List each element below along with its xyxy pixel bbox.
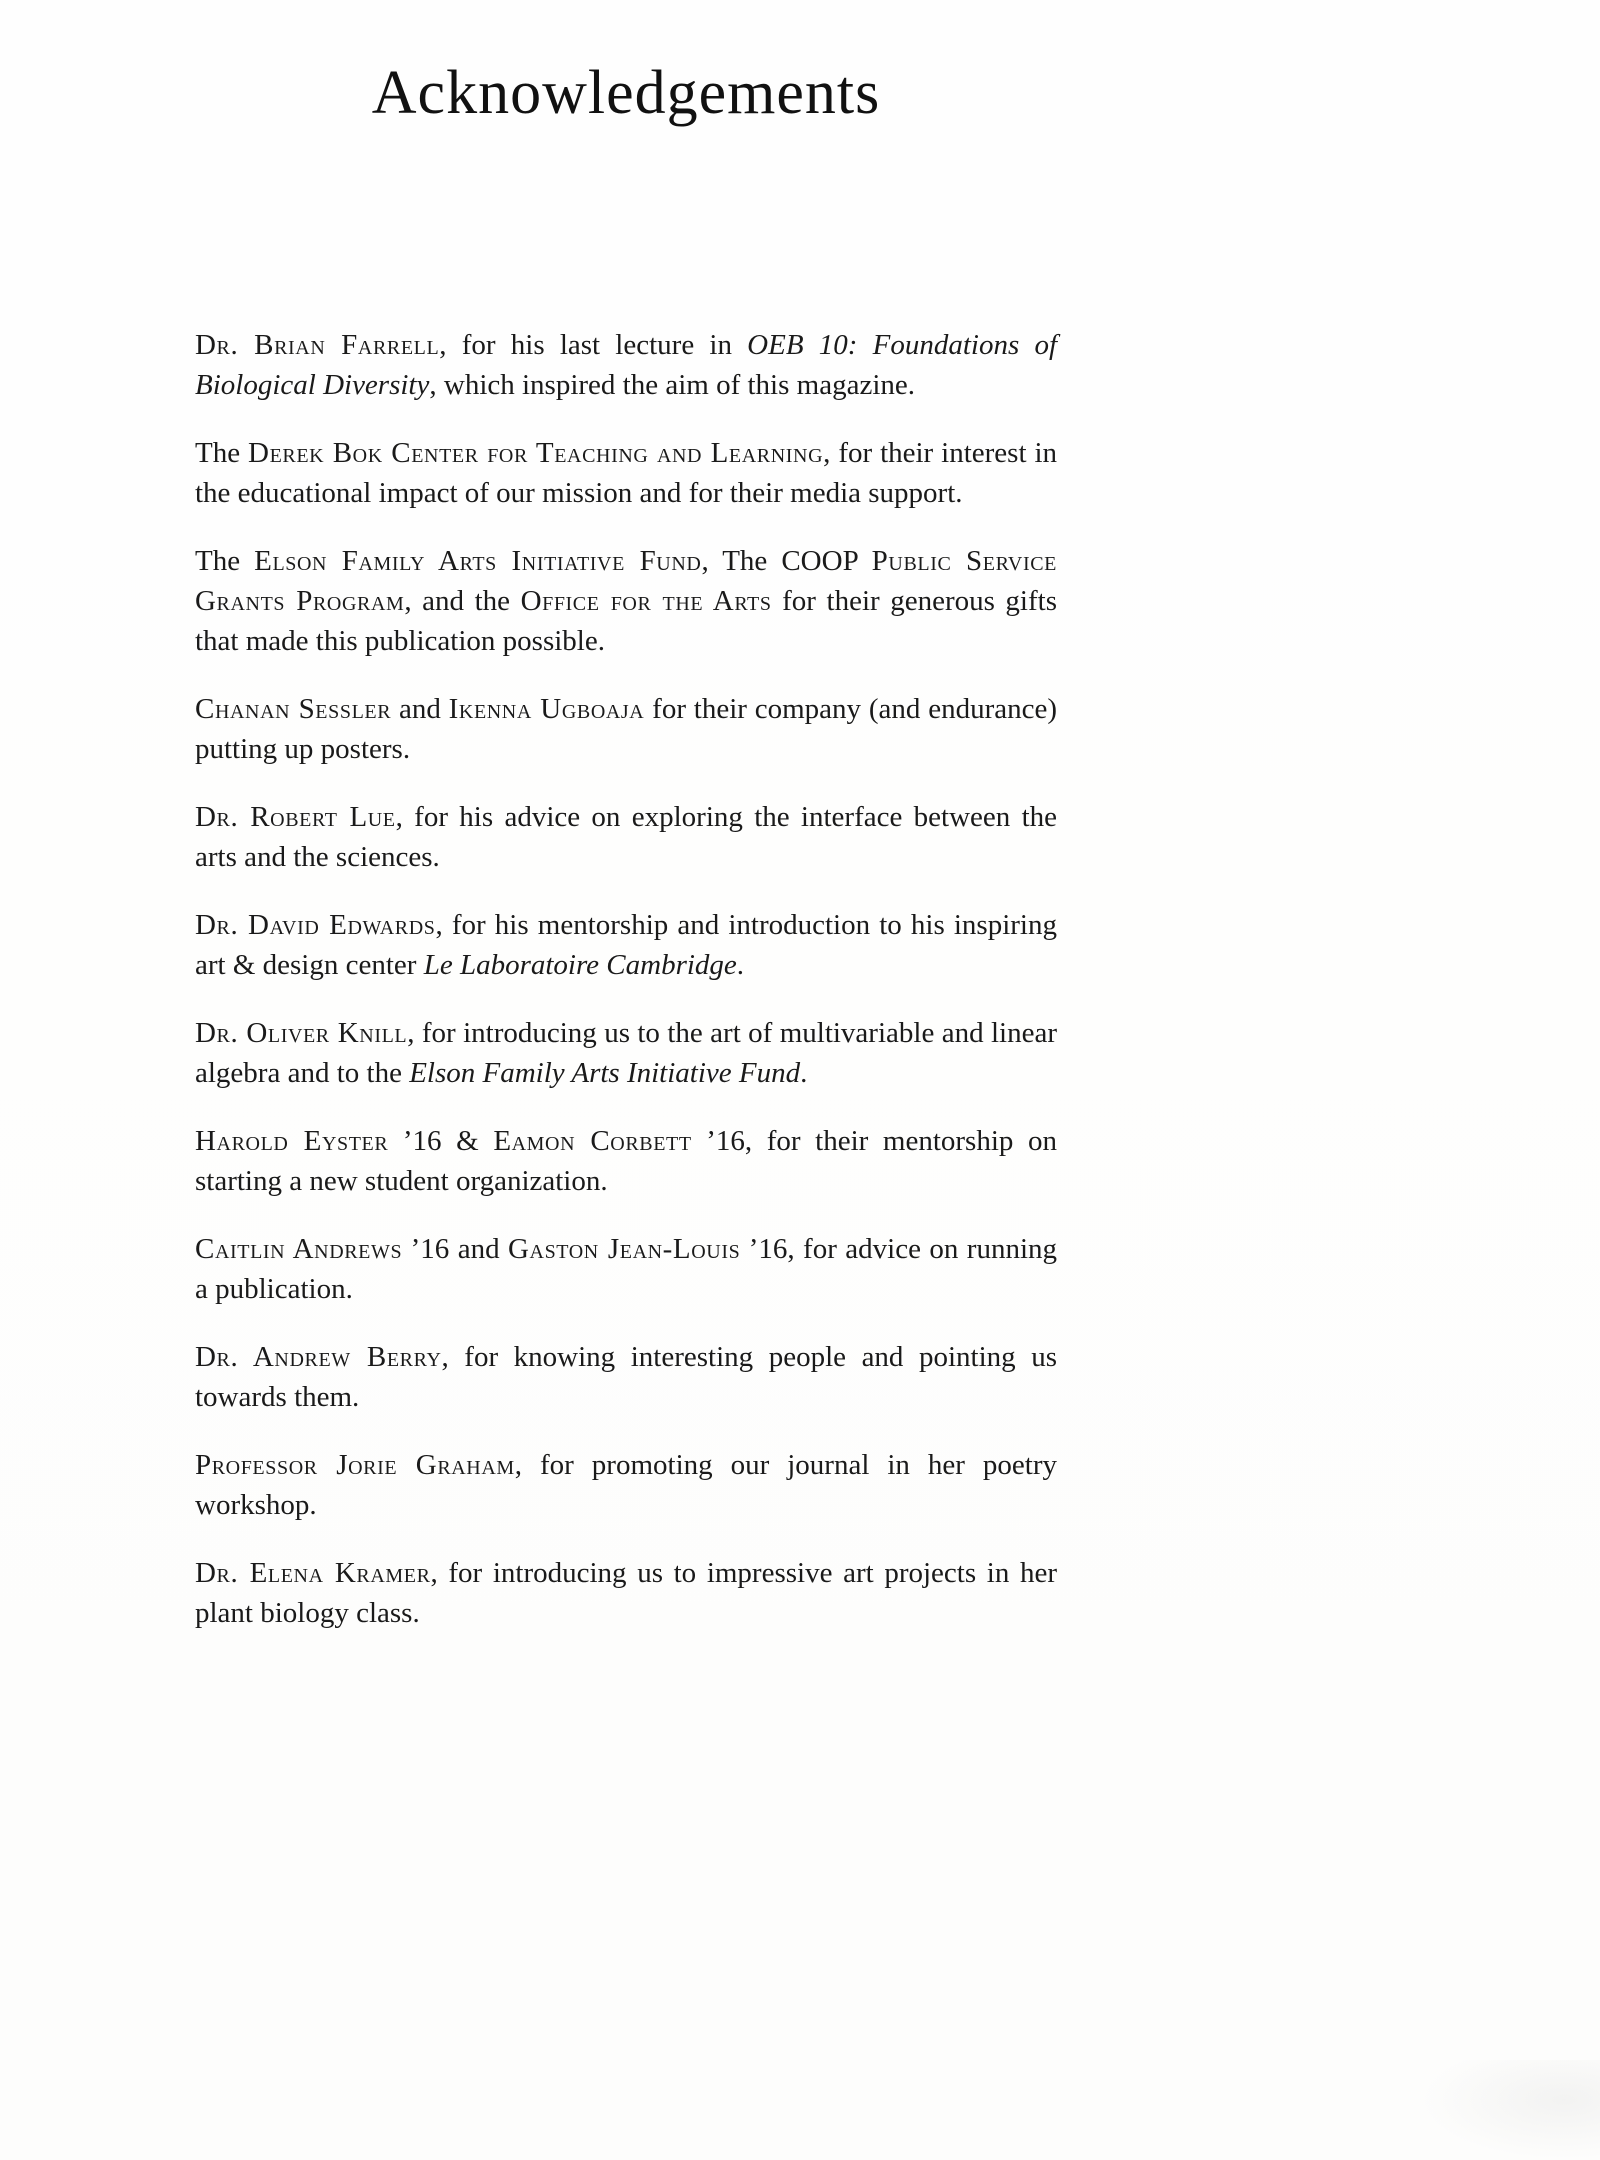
acknowledgement-paragraph (195, 325, 1057, 405)
body-text: and (391, 693, 449, 725)
acknowledgement-paragraph (195, 541, 1057, 661)
page-title: Acknowledgements (371, 59, 881, 127)
acknowledgements-list (195, 325, 1057, 1633)
person-name-text: Derek Bok Center for Teaching and Learning (248, 437, 824, 469)
body-text: The (195, 545, 255, 577)
acknowledgement-paragraph (195, 1121, 1057, 1201)
acknowledgement-paragraph (195, 1229, 1057, 1309)
body-text: . (736, 949, 745, 981)
person-name-text: Professor Jorie Graham (195, 1449, 515, 1481)
acknowledgement-paragraph (195, 905, 1057, 985)
person-name-text: Dr. Andrew Berry (195, 1341, 442, 1373)
body-text: for their company (and endurance) putting up posters. (195, 693, 1057, 765)
acknowledgement-paragraph (195, 1013, 1057, 1093)
person-name-text: Harold Eyster (195, 1125, 389, 1157)
acknowledgement-paragraph (195, 1445, 1057, 1525)
body-text: , for his last lecture in (439, 329, 748, 361)
italic-title-text: OEB 10: Foundations of Biological Diversity (195, 329, 1057, 401)
body-text: , for knowing interesting people and pointing us towards them. (195, 1341, 1058, 1413)
person-name-text: Elson Family Arts Initiative Fund (254, 545, 702, 577)
body-text: for their generous gifts that made this publication possible. (195, 585, 1057, 657)
body-text: The (195, 437, 249, 469)
body-text: , for introducing us to impressive art projects in her plant biology class. (195, 1557, 1057, 1629)
body-text: , The COOP (701, 545, 872, 577)
person-name-text: Ikenna Ugboaja (448, 693, 645, 725)
person-name-text: Dr. Brian Farrell (195, 329, 440, 361)
acknowledgement-paragraph (195, 797, 1057, 877)
body-text: ’16, for advice on running a publication. (195, 1233, 1058, 1305)
body-text: . (800, 1057, 808, 1089)
scan-artifact (1420, 2060, 1600, 2160)
person-name-text: Gaston Jean-Louis (508, 1233, 741, 1265)
person-name-text: Dr. Elena Kramer (195, 1557, 431, 1589)
body-text: , and the (404, 585, 521, 617)
body-text: ’16, for their mentorship on starting a new student organization. (195, 1125, 1057, 1197)
body-text: , for their interest in the educational impact of our mission and for their media support. (195, 437, 1058, 509)
italic-title-text: Elson Family Arts Initiative Fund (409, 1057, 801, 1089)
acknowledgement-paragraph (195, 433, 1057, 513)
person-name-text: Dr. Robert Lue (195, 801, 396, 833)
person-name-text: Public Service Grants Program (195, 545, 1057, 617)
person-name-text: Office for the Arts (520, 585, 772, 617)
person-name-text: Caitlin Andrews (195, 1233, 403, 1265)
body-text: , for his advice on exploring the interface between the arts and the sciences. (195, 801, 1057, 873)
italic-title-text: Le Laboratoire Cambridge (423, 949, 737, 981)
person-name-text: Dr. David Edwards (195, 909, 436, 941)
acknowledgement-paragraph (195, 1553, 1057, 1633)
person-name-text: Chanan Sessler (195, 693, 392, 725)
body-text: , for promoting our journal in her poetry workshop. (195, 1449, 1057, 1521)
person-name-text: Eamon Corbett (493, 1125, 692, 1157)
body-text: ’16 and (402, 1233, 508, 1265)
body-text: , for introducing us to the art of multivariable and linear algebra and to the (195, 1017, 1057, 1089)
body-text: , which inspired the aim of this magazine. (429, 369, 915, 401)
acknowledgement-paragraph (195, 689, 1057, 769)
document-page (195, 0, 1057, 1661)
body-text: , for his mentorship and introduction to his inspiring art & design center (195, 909, 1057, 981)
body-text: ’16 & (388, 1125, 494, 1157)
person-name-text: Dr. Oliver Knill (195, 1017, 408, 1049)
acknowledgement-paragraph (195, 1337, 1057, 1417)
